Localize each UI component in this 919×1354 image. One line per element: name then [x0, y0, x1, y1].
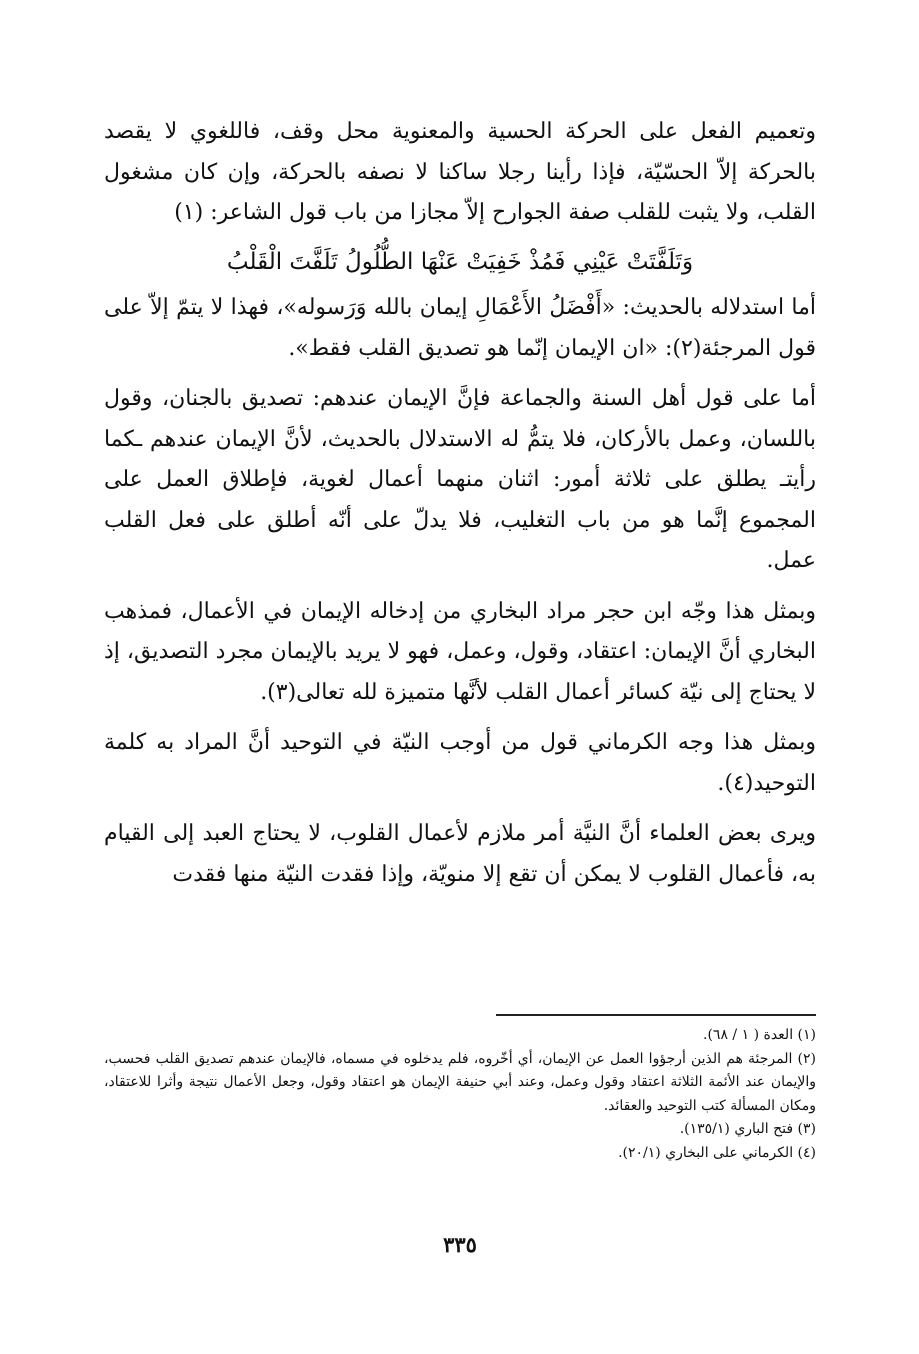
footnotes: [104, 1024, 816, 1165]
paragraph-3: أما على قول أهل السنة والجماعة فإنَّ الإيمان عندهم: تصديق بالجنان، وقول باللسان، وعمل بالأركان، فلا يتمُّ له الاستدلال بالحديث، لأنَّ الإيمان عندهم ـكما رأيتـ يطلق على ثلاثة أمور: اثنان منهما أعمال لغوية، فإطلاق العمل على المجموع إنَّما هو من باب التغليب، فلا يدلّ على أنّه أطلق على فعل القلب عمل.: [104, 386, 816, 573]
footnote-2: (٢) المرجئة هم الذين أرجؤوا العمل عن الإيمان، أي أخّروه، فلم يدخلوه في مسماه، فالإيمان عندهم تصديق القلب فحسب، والإيمان عند الأئمة الثلاثة اعتقاد وقول وعمل، وعند أبي حنيفة الإيمان هو اعتقاد وقول، وجعل الأعمال نتيجة وأثرا للاعتقاد، ومكان المسألة كتب التوحيد والعقائد.: [104, 1050, 816, 1114]
main-text: [104, 112, 816, 895]
paragraph-4: وبمثل هذا وجّه ابن حجر مراد البخاري من إدخاله الإيمان في الأعمال، فمذهب البخاري أنَّ الإيمان: اعتقاد، وقول، وعمل، فهو لا يريد بالإيمان مجرد التصديق، إذ لا يحتاج إلى نيّة كسائر أعمال القلب لأنَّها متميزة لله تعالى(٣).: [104, 598, 816, 705]
footnote-3: (٣) فتح الباري (١٣٥/١).: [679, 1121, 816, 1137]
poetry-verse: وَتَلَفَّتَتْ عَيْنِي فَمُذْ خَفِيَتْ عَنْهَا الطُّلُولُ تَلَفَّتَ الْقَلْبُ: [226, 248, 694, 275]
footnote-1: (١) العدة ( ١ / ٦٨).: [703, 1027, 816, 1043]
page-number: ٣٣٥: [443, 1232, 477, 1257]
paragraph-2: أما استدلاله بالحديث: «أَفْضَلُ الأَعْمَالِ إيمان بالله وَرَسوله»، فهذا لا يتمّ إلاّ على قول المرجئة(٢): «ان الإيمان إنّما هو تصديق القلب فقط».: [104, 295, 816, 361]
paragraph-5: وبمثل هذا وجه الكرماني قول من أوجب النيّة في التوحيد أنَّ المراد به كلمة التوحيد(٤).: [104, 730, 816, 796]
paragraph-6: ويرى بعض العلماء أنَّ النيَّة أمر ملازم لأعمال القلوب، لا يحتاج العبد إلى القيام به، فأعمال القلوب لا يمكن أن تقع إلا منويّة، وإذا فقدت النيّة منها فقدت: [104, 821, 816, 887]
footnote-4: (٤) الكرماني على البخاري (٢٠/١).: [618, 1144, 816, 1161]
paragraph-1: وتعميم الفعل على الحركة الحسية والمعنوية محل وقف، فاللغوي لا يقصد بالحركة إلاّ الحسّيّة، فإذا رأينا رجلا ساكنا لا نصفه بالحركة، وإن كان مشغول القلب، ولا يثبت للقلب صفة الجوارح إلاّ مجازا من باب قول الشاعر: (١): [104, 119, 816, 225]
footnote-divider: [496, 1014, 816, 1016]
